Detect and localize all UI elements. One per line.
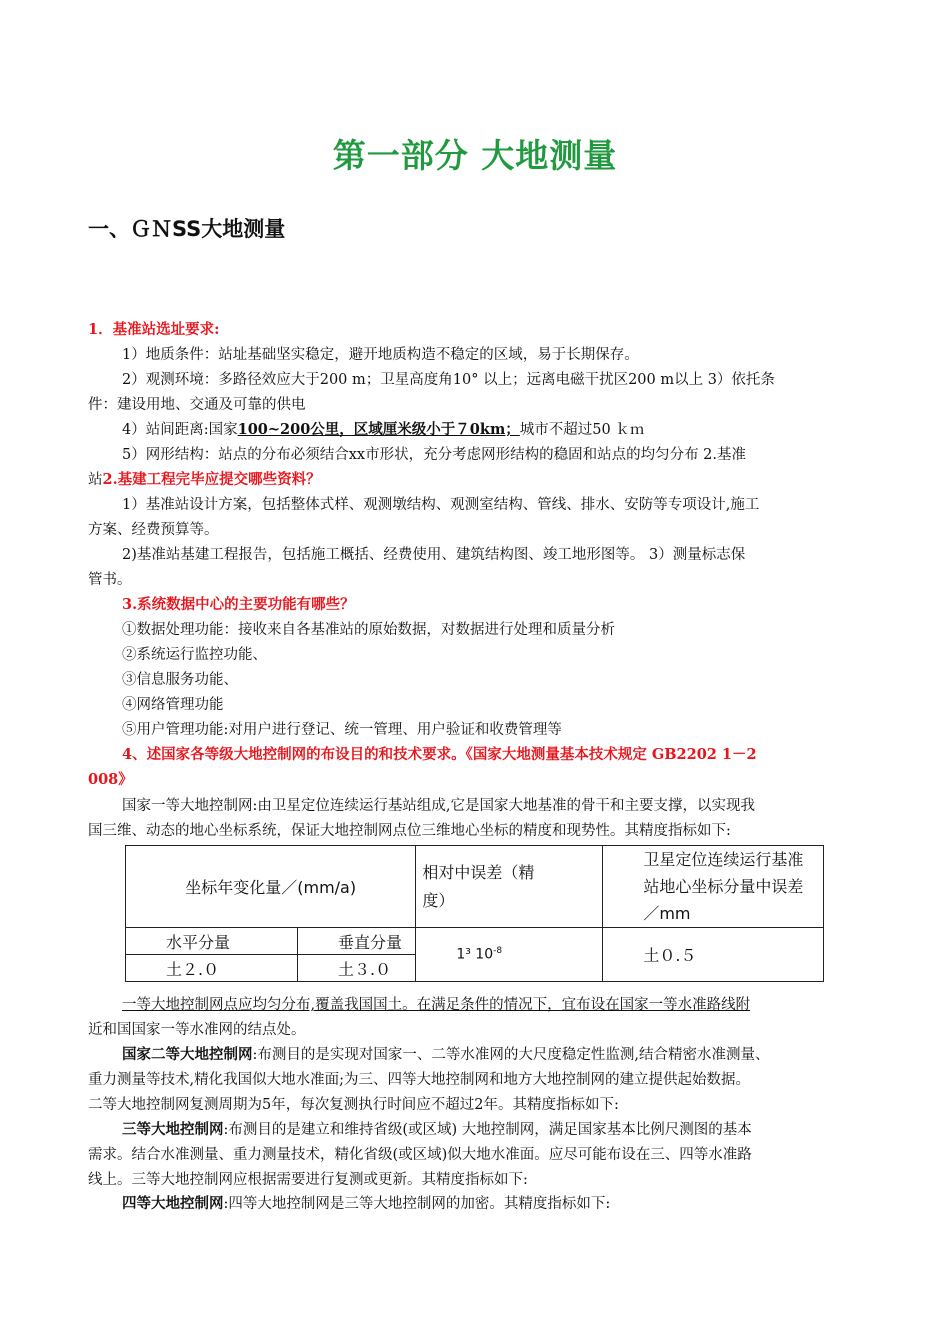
table-cell-horizontal: 土２.０	[126, 955, 298, 982]
grade2-line-1	[122, 1045, 770, 1065]
relative-error-exponent: -8	[493, 946, 503, 957]
table-header-station-error-line-3: ／mm	[643, 904, 691, 923]
q1-line-2: 2）观测环境：多路径效应大于200 m；卫星高度角10° 以上；远离电磁干扰区200 m以上 3）依托条	[122, 372, 775, 388]
q1-line-4	[122, 420, 644, 440]
q1-line-6-pre: 站	[88, 472, 103, 488]
table-header-coord-change: 坐标年变化量／(mm/a)	[126, 846, 416, 928]
grade2-line-3: 二等大地控制网复测周期为5年，每次复测执行时间应不超过2年。其精度指标如下:	[88, 1097, 619, 1113]
table-cell-vertical: 土３.０	[298, 955, 416, 982]
q3-item: ④网络管理功能	[122, 697, 224, 713]
table-cell-station-error: 土０.５	[603, 928, 824, 982]
q1-line-5: 5）网形结构：站点的分布必须结合xx市形状，充分考虑网形结构的稳固和站点的均匀分布 2.基准	[122, 447, 747, 463]
table-header-relative-error-line-2: 度）	[422, 890, 455, 910]
q3-item: ①数据处理功能：接收来自各基准站的原始数据，对数据进行处理和质量分析	[122, 622, 615, 638]
question-4-heading: 4、述国家各等级大地控制网的布设目的和技术要求。《国家大地测量基本技术规定 GB2202 1－2	[122, 746, 757, 763]
table-header-station-error-line-2: 站地心坐标分量中误差	[643, 877, 804, 896]
grade3-line-2: 需求。结合水准测量、重力测量技术，精化省级(或区域)似大地水准面。应尽可能布设在三、四等水准路	[88, 1147, 752, 1163]
grade3-label: 三等大地控制网	[122, 1121, 224, 1138]
q3-item: ⑤用户管理功能:对用户进行登记、统一管理、用户验证和收费管理等	[122, 722, 562, 738]
grade3-line-3: 线上。三等大地控制网应根据需要进行复测或更新。其精度指标如下:	[88, 1172, 528, 1188]
q2-line-3: 2)基准站基建工程报告，包括施工概括、经费使用、建筑结构图、竣工地形图等。 3）测量标志保	[122, 547, 746, 563]
grade4-line-1	[122, 1194, 610, 1214]
question-4-heading-cont: 008》	[88, 771, 133, 788]
table-header-station-error	[603, 846, 824, 928]
grade2-line-2: 重力测量等技术,精化我国似大地水准面;为三、四等大地控制网和地方大地控制网的建立提供起始数据。	[88, 1072, 750, 1088]
section-heading: 一、ＧＮSS大地测量	[88, 217, 286, 241]
q2-line-4: 管书。	[88, 572, 132, 588]
question-1-heading: 1．基准站选址要求:	[88, 321, 220, 338]
q1-line-4-bold: 100~200公里，区域厘米级小于７0km；	[237, 421, 520, 438]
accuracy-table	[125, 845, 824, 982]
grade1-paragraph-line-2: 国三维、动态的地心坐标系统，保证大地控制网点位三维地心坐标的精度和现势性。其精度指标如下:	[88, 823, 731, 839]
grade1-paragraph-line-1: 国家一等大地控制网:由卫星定位连续运行基站组成,它是国家大地基准的骨干和主要支撑，以实现我	[122, 798, 755, 814]
q2-line-2: 方案、经费预算等。	[88, 522, 219, 538]
table-cell-relative-error	[416, 928, 603, 982]
table-header-relative-error	[416, 846, 603, 928]
table-subheader-horizontal: 水平分量	[126, 928, 298, 955]
grade2-text: :布测目的是实现对国家一、二等水准网的大尺度稳定性监测,结合精密水准测量、	[252, 1047, 770, 1063]
grade3-text: :布测目的是建立和维持省级(或区域) 大地控制网，满足国家基本比例尺测图的基本	[223, 1122, 752, 1138]
q1-line-3: 件：建设用地、交通及可靠的供电	[88, 397, 306, 413]
question-2-heading: 2.基建工程完毕应提交哪些资料？	[102, 471, 321, 488]
q3-item: ③信息服务功能、	[122, 672, 238, 688]
grade2-label: 国家二等大地控制网	[122, 1046, 253, 1063]
q1-line-4-post: 城市不超过50 ｋｍ	[519, 422, 645, 438]
grade1-note-line-2: 近和国国家一等水准网的结点处。	[88, 1022, 306, 1038]
grade4-text: :四等大地控制网是三等大地控制网的加密。其精度指标如下:	[223, 1196, 611, 1212]
q3-item: ②系统运行监控功能、	[122, 647, 267, 663]
table-subheader-vertical: 垂直分量	[298, 928, 416, 955]
page-title: 第一部分 大地测量	[332, 136, 618, 175]
grade4-label: 四等大地控制网	[122, 1195, 224, 1212]
grade1-note-line-1: 一等大地控制网点应均匀分布,覆盖我国国土。在满足条件的情况下，宜布设在国家一等水准路线附	[122, 997, 751, 1013]
question-3-heading: 3.系统数据中心的主要功能有哪些？	[122, 596, 355, 613]
table-header-station-error-line-1: 卫星定位连续运行基准	[643, 850, 804, 869]
table-header-relative-error-line-1: 相对中误差（精	[422, 862, 535, 882]
grade3-line-1	[122, 1120, 752, 1140]
q1-line-6	[88, 470, 321, 490]
relative-error-base: 1³ 10	[456, 946, 494, 963]
q2-line-1: 1）基准站设计方案，包括整体式样、观测墩结构、观测室结构、管线、排水、安防等专项设计,施工	[122, 497, 760, 513]
q1-line-1: 1）地质条件：站址基础坚实稳定，避开地质构造不稳定的区域，易于长期保存。	[122, 347, 639, 363]
q1-line-4-pre: 4）站间距离:国家	[122, 422, 238, 438]
